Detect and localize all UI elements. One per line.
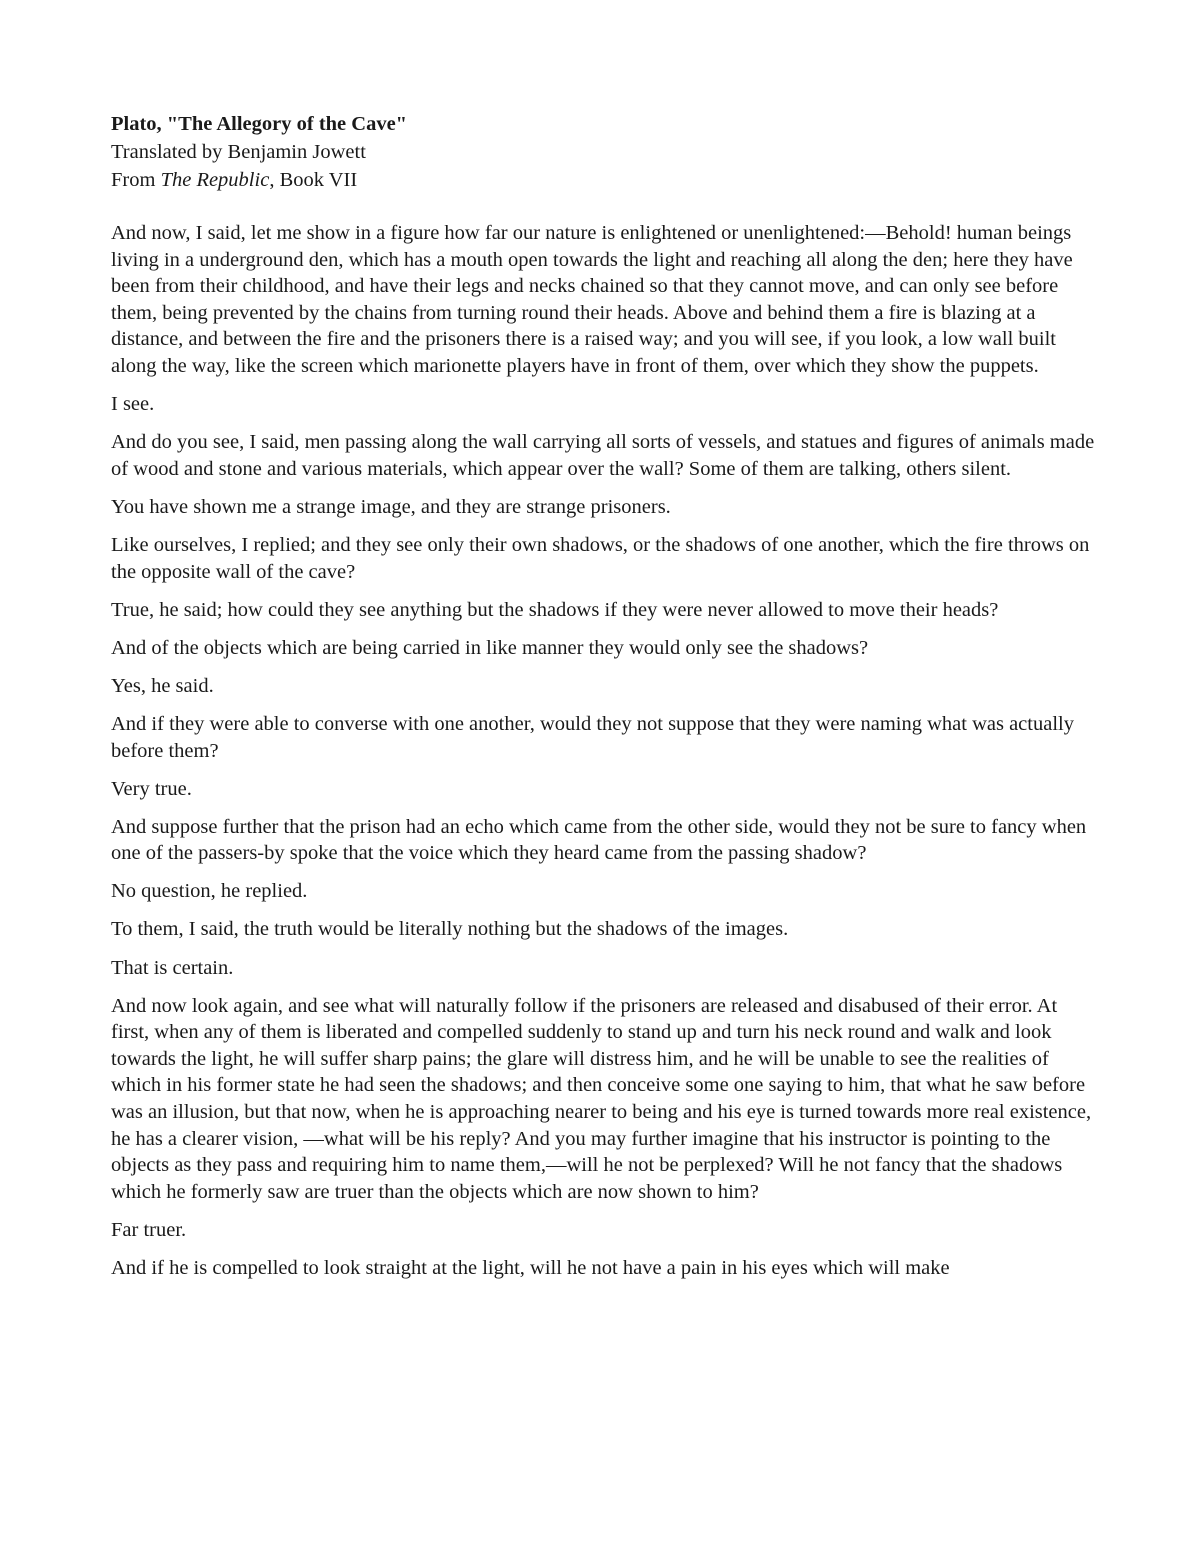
paragraph: And now, I said, let me show in a figure how far our nature is enlightened or unenlightened:—Behold! human beings living in a underground den, which has a mouth open towards the light and reaching all along the den; here they have been from their childhood, and have their legs and necks chained so that they cannot move, and can only see before them, being prevented by the chains from turning round their heads. Above and behind them a fire is blazing at a distance, and between the fire and the prisoners there is a raised way; and you will see, if you look, a low wall built along the way, like the screen which marionette players have in front of them, over which they show the puppets.: [111, 222, 1073, 377]
source-work: The Republic: [160, 169, 270, 191]
paragraph: I see.: [111, 393, 155, 416]
source-line: [111, 166, 1096, 194]
source-suffix: , Book VII: [269, 169, 358, 191]
paragraph: No question, he replied.: [111, 880, 308, 903]
paragraph: And now look again, and see what will naturally follow if the prisoners are released and disabused of their error. At first, when any of them is liberated and compelled suddenly to stand up and turn his neck round and walk and look towards the light, he will suffer sharp pains; the glare will distress him, and he will be unable to see the realities of which in his former state he had seen the shadows; and then conceive some one saying to him, that what he saw before was an illusion, but that now, when he is approaching nearer to being and his eye is turned towards more real existence, he has a clearer vision, —what will be his reply? And you may further imagine that his instructor is pointing to the objects as they pass and requiring him to name them,—will he not be perplexed? Will he not fancy that the shadows which he formerly saw are truer than the objects which are now shown to him?: [111, 994, 1092, 1203]
translator-line: Translated by Benjamin Jowett: [111, 141, 366, 163]
paragraph: And if they were able to converse with one another, would they not suppose that they were naming what was actually before them?: [111, 712, 1074, 762]
paragraph: And do you see, I said, men passing along the wall carrying all sorts of vessels, and statues and figures of animals made of wood and stone and various materials, which appear over the wall? Some of them are talking, others silent.: [111, 431, 1095, 480]
paragraph: And suppose further that the prison had an echo which came from the other side, would they not be sure to fancy when one of the passers-by spoke that the voice which they heard came from the passing shadow?: [111, 815, 1087, 865]
paragraph: Like ourselves, I replied; and they see only their own shadows, or the shadows of one another, which the fire throws on the opposite wall of the cave?: [111, 533, 1090, 583]
paragraph: And of the objects which are being carried in like manner they would only see the shadows?: [111, 636, 869, 659]
paragraph: Far truer.: [111, 1218, 187, 1241]
paragraph: That is certain.: [111, 956, 234, 979]
document-page: [111, 110, 1096, 1293]
paragraph: True, he said; how could they see anything but the shadows if they were never allowed to move their heads?: [111, 598, 999, 621]
document-body: [111, 220, 1096, 1282]
paragraph: Yes, he said.: [111, 674, 214, 697]
paragraph: To them, I said, the truth would be literally nothing but the shadows of the images.: [111, 918, 789, 941]
source-prefix: From: [111, 169, 161, 191]
paragraph: You have shown me a strange image, and they are strange prisoners.: [111, 495, 671, 518]
paragraph: And if he is compelled to look straight at the light, will he not have a pain in his eyes which will make: [111, 1257, 950, 1279]
document-header: [111, 110, 1096, 194]
document-title: Plato, "The Allegory of the Cave": [111, 113, 408, 135]
paragraph: Very true.: [111, 777, 192, 800]
